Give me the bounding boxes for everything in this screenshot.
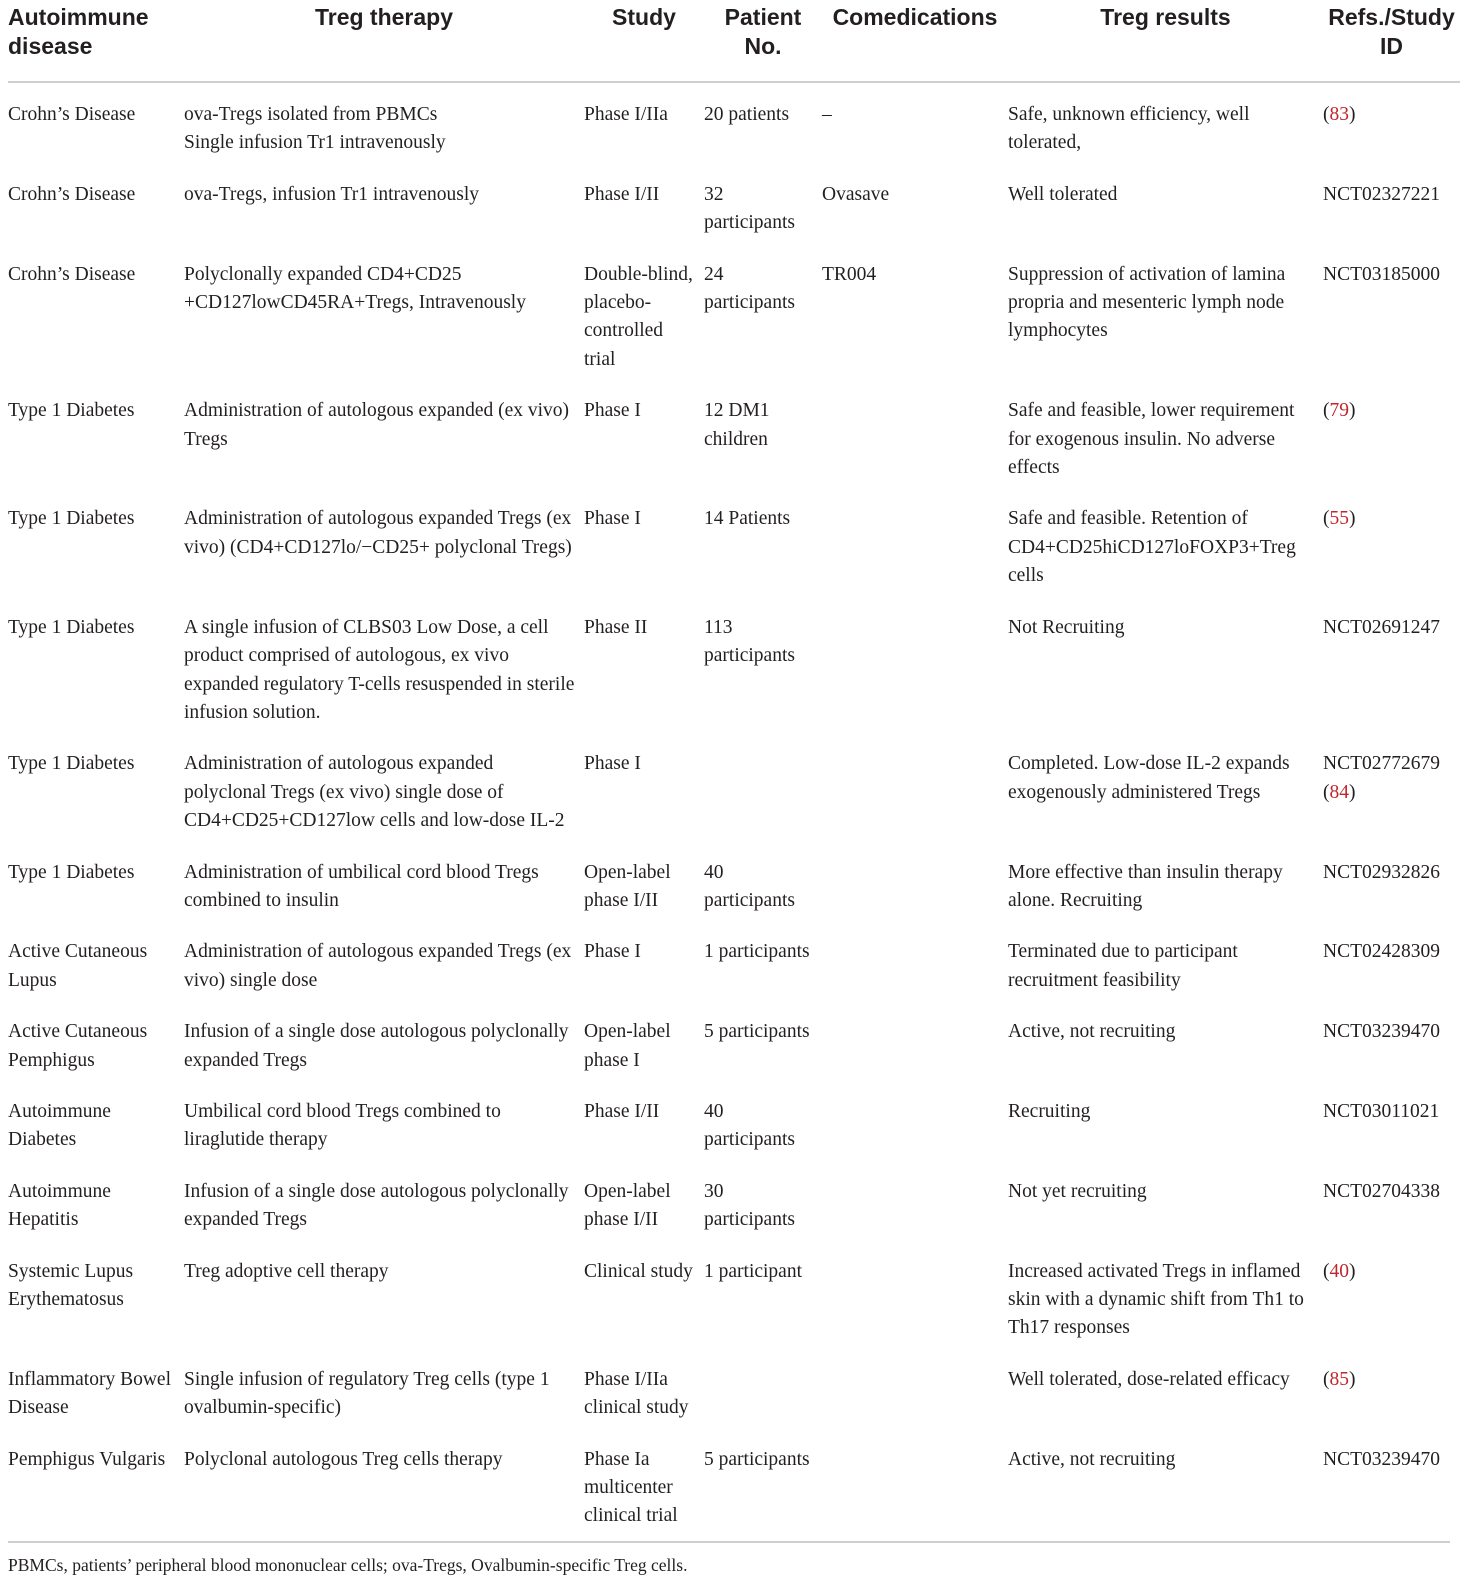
header-treg-therapy: Treg therapy bbox=[314, 4, 454, 30]
cell-disease: Systemic Lupus Erythematosus bbox=[8, 1260, 134, 1310]
cell-disease: Type 1 Diabetes bbox=[8, 400, 135, 422]
cell-therapy: Administration of umbilical cord blood Tregs combined to insulin bbox=[184, 861, 539, 911]
cell-study: Phase I/II bbox=[584, 183, 660, 205]
header-treg-results: Treg results bbox=[1100, 4, 1231, 30]
cell-comedications bbox=[822, 734, 1008, 842]
cell-therapy: Infusion of a single dose autologous polyclonally expanded Tregs bbox=[184, 1180, 569, 1231]
cell-therapy: Administration of autologous expanded (ex vivo) Tregs bbox=[184, 400, 570, 450]
cell-results: Well tolerated, dose-related efficacy bbox=[1008, 1368, 1290, 1390]
cell-comedications bbox=[822, 1242, 1008, 1350]
cell-study: Phase II bbox=[584, 616, 648, 638]
reference-text: ( bbox=[1323, 104, 1330, 125]
cell-disease: Type 1 Diabetes bbox=[8, 861, 135, 883]
cell-therapy: ova-Tregs isolated from PBMCs Single infusion Tr1 intravenously bbox=[184, 104, 446, 154]
cell-results: Not Recruiting bbox=[1008, 616, 1125, 638]
table-footnote: PBMCs, patients’ peripheral blood mononuclear cells; ova-Tregs, Ovalbumin-specific Treg cells. bbox=[8, 1541, 1450, 1577]
header-row bbox=[8, 0, 1460, 82]
cell-comedications: – bbox=[822, 104, 832, 125]
cell-results: Suppression of activation of lamina propria and mesenteric lymph node lymphocytes bbox=[1008, 263, 1286, 342]
cell-disease: Crohn’s Disease bbox=[8, 104, 136, 125]
cell-results: Safe and feasible, lower requirement for exogenous insulin. No adverse effects bbox=[1008, 400, 1295, 479]
cell-comedications bbox=[822, 843, 1008, 923]
reference-text: ( bbox=[1323, 400, 1330, 422]
table-row bbox=[8, 82, 1460, 165]
cell-comedications bbox=[822, 1430, 1008, 1541]
cell-comedications bbox=[822, 1002, 1008, 1082]
table-row bbox=[8, 245, 1460, 382]
cell-patients: 32 participants bbox=[704, 183, 795, 234]
cell-comedications bbox=[822, 489, 1008, 597]
cell-disease: Inflammatory Bowel Disease bbox=[8, 1368, 171, 1419]
header-patient-no: Patient No. bbox=[724, 4, 802, 59]
cell-comedications: TR004 bbox=[822, 263, 877, 285]
cell-results: Active, not recruiting bbox=[1008, 1021, 1176, 1043]
reference-link[interactable]: 83 bbox=[1329, 104, 1349, 125]
cell-study: Double-blind, placebo-controlled trial bbox=[584, 263, 693, 370]
table-row bbox=[8, 381, 1460, 489]
cell-disease: Pemphigus Vulgaris bbox=[8, 1448, 166, 1470]
reference-text: NCT03239470 bbox=[1323, 1448, 1440, 1470]
reference-text: ) bbox=[1349, 104, 1356, 125]
treg-therapy-table bbox=[8, 0, 1460, 1541]
cell-refs bbox=[1323, 1082, 1460, 1162]
cell-study: Phase Ia multicenter clinical trial bbox=[584, 1448, 678, 1527]
cell-results: Terminated due to participant recruitment feasibility bbox=[1008, 941, 1238, 991]
cell-study: Phase I bbox=[584, 508, 641, 530]
cell-patients: 30 participants bbox=[704, 1180, 795, 1231]
cell-patients: 24 participants bbox=[704, 263, 795, 314]
cell-patients bbox=[704, 734, 822, 842]
reference-text: NCT02704338 bbox=[1323, 1180, 1440, 1202]
table-row bbox=[8, 1082, 1460, 1162]
cell-study: Phase I bbox=[584, 753, 641, 775]
cell-results: Completed. Low-dose IL-2 expands exogenously administered Tregs bbox=[1008, 753, 1290, 803]
cell-refs bbox=[1323, 1002, 1460, 1082]
cell-study: Open-label phase I/II bbox=[584, 1180, 671, 1231]
cell-disease: Active Cutaneous Lupus bbox=[8, 941, 148, 991]
cell-refs bbox=[1323, 598, 1460, 735]
table-row bbox=[8, 1242, 1460, 1350]
cell-therapy: ova-Tregs, infusion Tr1 intravenously bbox=[184, 183, 480, 205]
table-row bbox=[8, 489, 1460, 597]
reference-link[interactable]: 79 bbox=[1329, 400, 1349, 422]
cell-results: Not yet recruiting bbox=[1008, 1180, 1147, 1202]
reference-text: NCT03185000 bbox=[1323, 263, 1440, 285]
header-study: Study bbox=[612, 4, 676, 30]
cell-study: Phase I bbox=[584, 941, 641, 963]
table-row bbox=[8, 922, 1460, 1002]
cell-patients: 14 Patients bbox=[704, 508, 791, 530]
cell-comedications bbox=[822, 598, 1008, 735]
cell-comedications: Ovasave bbox=[822, 183, 890, 205]
cell-patients: 1 participants bbox=[704, 941, 810, 963]
reference-text: NCT02691247 bbox=[1323, 616, 1440, 638]
cell-refs bbox=[1323, 489, 1460, 597]
cell-results: Safe and feasible. Retention of CD4+CD25hiCD127loFOXP3+Treg cells bbox=[1008, 508, 1296, 587]
cell-results: Safe, unknown efficiency, well tolerated, bbox=[1008, 104, 1250, 154]
cell-therapy: Administration of autologous expanded Tregs (ex vivo) (CD4+CD127lo/−CD25+ polyclonal Tregs) bbox=[184, 508, 572, 558]
reference-text: ) bbox=[1349, 400, 1356, 422]
cell-refs bbox=[1323, 1162, 1460, 1242]
reference-text: NCT02327221 bbox=[1323, 183, 1440, 205]
cell-disease: Active Cutaneous Pemphigus bbox=[8, 1021, 148, 1071]
cell-study: Phase I/II bbox=[584, 1100, 660, 1122]
table-row bbox=[8, 1430, 1460, 1541]
cell-refs bbox=[1323, 922, 1460, 1002]
reference-text: NCT02428309 bbox=[1323, 941, 1440, 963]
cell-therapy: Administration of autologous expanded Tregs (ex vivo) single dose bbox=[184, 941, 572, 991]
cell-patients: 5 participants bbox=[704, 1448, 810, 1470]
reference-text: ) bbox=[1349, 508, 1356, 530]
reference-link[interactable]: 84 bbox=[1329, 781, 1349, 803]
cell-comedications bbox=[822, 381, 1008, 489]
cell-disease: Type 1 Diabetes bbox=[8, 508, 135, 530]
cell-therapy: Polyclonal autologous Treg cells therapy bbox=[184, 1448, 503, 1470]
table-row bbox=[8, 165, 1460, 245]
cell-patients: 1 participant bbox=[704, 1260, 803, 1282]
cell-results: More effective than insulin therapy alone. Recruiting bbox=[1008, 861, 1283, 911]
cell-comedications bbox=[822, 1350, 1008, 1430]
cell-patients: 5 participants bbox=[704, 1021, 810, 1043]
reference-text: NCT03011021 bbox=[1323, 1100, 1440, 1122]
table-row bbox=[8, 1350, 1460, 1430]
cell-therapy: Polyclonally expanded CD4+CD25 +CD127lowCD45RA+Tregs, Intravenously bbox=[184, 263, 526, 314]
cell-comedications bbox=[822, 922, 1008, 1002]
table-row bbox=[8, 843, 1460, 923]
cell-refs bbox=[1323, 1430, 1460, 1541]
cell-results: Recruiting bbox=[1008, 1100, 1091, 1122]
cell-study: Clinical study bbox=[584, 1260, 693, 1282]
table-row bbox=[8, 734, 1460, 842]
cell-patients: 113 participants bbox=[704, 616, 795, 667]
cell-refs bbox=[1323, 165, 1460, 245]
cell-patients: 12 DM1 children bbox=[704, 400, 770, 450]
reference-text: ( bbox=[1323, 508, 1330, 530]
cell-study: Phase I/IIa clinical study bbox=[584, 1368, 689, 1419]
cell-patients: 40 participants bbox=[704, 1100, 795, 1151]
table-row bbox=[8, 598, 1460, 735]
cell-disease: Crohn’s Disease bbox=[8, 263, 136, 285]
reference-text: ( bbox=[1323, 1260, 1330, 1282]
table-header bbox=[8, 0, 1460, 82]
cell-patients: 40 participants bbox=[704, 861, 795, 911]
reference-text: NCT02772679 ( bbox=[1323, 753, 1440, 803]
cell-therapy: Infusion of a single dose autologous polyclonally expanded Tregs bbox=[184, 1021, 569, 1071]
cell-refs bbox=[1323, 245, 1460, 382]
cell-refs bbox=[1323, 734, 1460, 842]
cell-patients: 20 patients bbox=[704, 104, 790, 125]
cell-refs bbox=[1323, 381, 1460, 489]
cell-therapy: A single infusion of CLBS03 Low Dose, a cell product comprised of autologous, ex vivo expanded regulatory T-cells resuspended in sterile infusion solution. bbox=[184, 616, 575, 723]
header-comedications: Comedications bbox=[832, 4, 998, 30]
cell-disease: Type 1 Diabetes bbox=[8, 753, 135, 775]
reference-text: ) bbox=[1349, 1368, 1356, 1390]
reference-link[interactable]: 40 bbox=[1329, 1260, 1349, 1282]
cell-results: Well tolerated bbox=[1008, 183, 1118, 205]
reference-text: NCT02932826 bbox=[1323, 861, 1440, 883]
header-autoimmune-disease: Autoimmune disease bbox=[8, 4, 149, 59]
cell-therapy: Treg adoptive cell therapy bbox=[184, 1260, 389, 1282]
cell-disease: Autoimmune Diabetes bbox=[8, 1100, 111, 1151]
cell-refs bbox=[1323, 82, 1460, 165]
cell-study: Open-label phase I/II bbox=[584, 861, 671, 911]
cell-study: Open-label phase I bbox=[584, 1021, 671, 1071]
reference-text: ( bbox=[1323, 1368, 1330, 1390]
table-row bbox=[8, 1162, 1460, 1242]
reference-text: ) bbox=[1349, 781, 1356, 803]
cell-disease: Crohn’s Disease bbox=[8, 183, 136, 205]
table-row bbox=[8, 1002, 1460, 1082]
header-refs-study-id: Refs./Study ID bbox=[1328, 4, 1455, 59]
cell-results: Increased activated Tregs in inflamed skin with a dynamic shift from Th1 to Th17 responses bbox=[1008, 1260, 1304, 1339]
reference-link[interactable]: 55 bbox=[1329, 508, 1349, 530]
cell-therapy: Single infusion of regulatory Treg cells (type 1 ovalbumin-specific) bbox=[184, 1368, 550, 1419]
cell-refs bbox=[1323, 843, 1460, 923]
reference-text: ) bbox=[1349, 1260, 1356, 1282]
cell-study: Phase I bbox=[584, 400, 641, 422]
cell-refs bbox=[1323, 1350, 1460, 1430]
cell-patients bbox=[704, 1350, 822, 1430]
cell-therapy: Umbilical cord blood Tregs combined to liraglutide therapy bbox=[184, 1100, 501, 1151]
cell-comedications bbox=[822, 1082, 1008, 1162]
cell-disease: Type 1 Diabetes bbox=[8, 616, 135, 638]
cell-study: Phase I/IIa bbox=[584, 104, 668, 125]
cell-results: Active, not recruiting bbox=[1008, 1448, 1176, 1470]
cell-therapy: Administration of autologous expanded polyclonal Tregs (ex vivo) single dose of CD4+CD25+CD127low cells and low-dose IL-2 bbox=[184, 753, 565, 832]
reference-text: NCT03239470 bbox=[1323, 1021, 1440, 1043]
cell-comedications bbox=[822, 1162, 1008, 1242]
cell-refs bbox=[1323, 1242, 1460, 1350]
table-body bbox=[8, 82, 1460, 1541]
reference-link[interactable]: 85 bbox=[1329, 1368, 1349, 1390]
cell-disease: Autoimmune Hepatitis bbox=[8, 1180, 111, 1231]
